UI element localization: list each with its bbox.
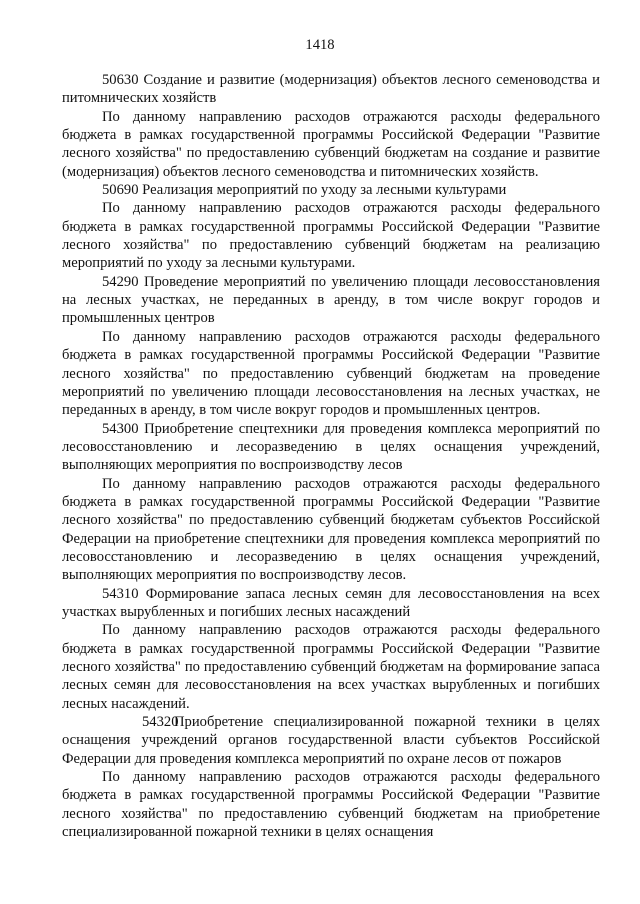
section-code: 54310 [102, 585, 139, 602]
section-heading-54300 [62, 420, 600, 475]
page-number: 1418 [305, 37, 335, 53]
section-heading-50690 [62, 181, 600, 199]
section-body-50690: По данному направлению расходов отражаются расходы федерального бюджета в рамках государственной программы Российской Федерации "Развитие лесного хозяйства" по предоставлению субвенций бюджетам на реализацию мероприятий по уходу за лесными культурами. [62, 200, 600, 272]
section-heading-text: Реализация мероприятий по уходу за лесными культурами [142, 182, 507, 199]
section-code: 54320 [142, 714, 179, 731]
section-code: 54290 [102, 273, 139, 290]
section-body-54310: По данному направлению расходов отражаются расходы федерального бюджета в рамках государственной программы Российской Федерации "Развитие лесного хозяйства" по предоставлению субвенций бюджетам на формирование запаса лесных семян для лесовосстановления на всех участках вырубленных и погибших лесных насаждений. [62, 622, 600, 712]
section-heading-text: Проведение мероприятий по увеличению площади лесовосстановления на лесных участках, не переданных в аренду, в том числе вокруг городов и промышленных центров [62, 273, 600, 327]
section-heading-text: Приобретение специализированной пожарной техники в целях оснащения учреждений органов государственной власти субъектов Российской Федерации для проведения комплекса мероприятий по охране лесов от пожаров [62, 714, 600, 767]
section-code: 50690 [102, 182, 139, 199]
page-bottom-margin [0, 890, 640, 904]
section-heading-text: Формирование запаса лесных семян для лесовосстановления на всех участках вырубленных и погибших лесных насаждений [62, 585, 600, 620]
document-body [62, 71, 600, 841]
section-body-54320: По данному направлению расходов отражаются расходы федерального бюджета в рамках государственной программы Российской Федерации "Развитие лесного хозяйства" по предоставлению субвенций бюджетам на приобретение специализированной пожарной техники в целях оснащения [62, 769, 600, 841]
section-heading-text: Приобретение спецтехники для проведения комплекса мероприятий по лесовосстановлению и лесоразведению в целях оснащения учреждений, выполняющих мероприятия по воспроизводству лесов [62, 420, 600, 474]
section-body-54290: По данному направлению расходов отражаются расходы федерального бюджета в рамках государственной программы Российской Федерации "Развитие лесного хозяйства" по предоставлению субвенций бюджетам на проведение мероприятий по увеличению площади лесовосстановления на лесных участках, не переданных в аренду, в том числе вокруг городов и промышленных центров. [62, 328, 600, 419]
section-body-50630: По данному направлению расходов отражаются расходы федерального бюджета в рамках государственной программы Российской Федерации "Развитие лесного хозяйства" по предоставлению субвенций бюджетам на создание и развитие (модернизация) объектов лесного семеноводства и питомнических хозяйств. [62, 108, 600, 180]
section-code: 54300 [102, 420, 139, 437]
section-code: 50630 [102, 72, 139, 88]
section-heading-54290 [62, 273, 600, 328]
section-heading-50630 [62, 71, 600, 108]
section-heading-54320 [62, 713, 600, 768]
section-heading-54310 [62, 585, 600, 622]
section-body-54300: По данному направлению расходов отражаются расходы федерального бюджета в рамках государственной программы Российской Федерации "Развитие лесного хозяйства" по предоставлению субвенций бюджетам субъектов Российской Федерации на приобретение спецтехники для проведения комплекса мероприятий по лесовосстановлению и лесоразведению в целях оснащения учреждений, выполняющих мероприятия по воспроизводству лесов. [62, 475, 600, 584]
section-heading-text: Создание и развитие (модернизация) объектов лесного семеноводства и питомнических хозяйств [62, 72, 600, 107]
